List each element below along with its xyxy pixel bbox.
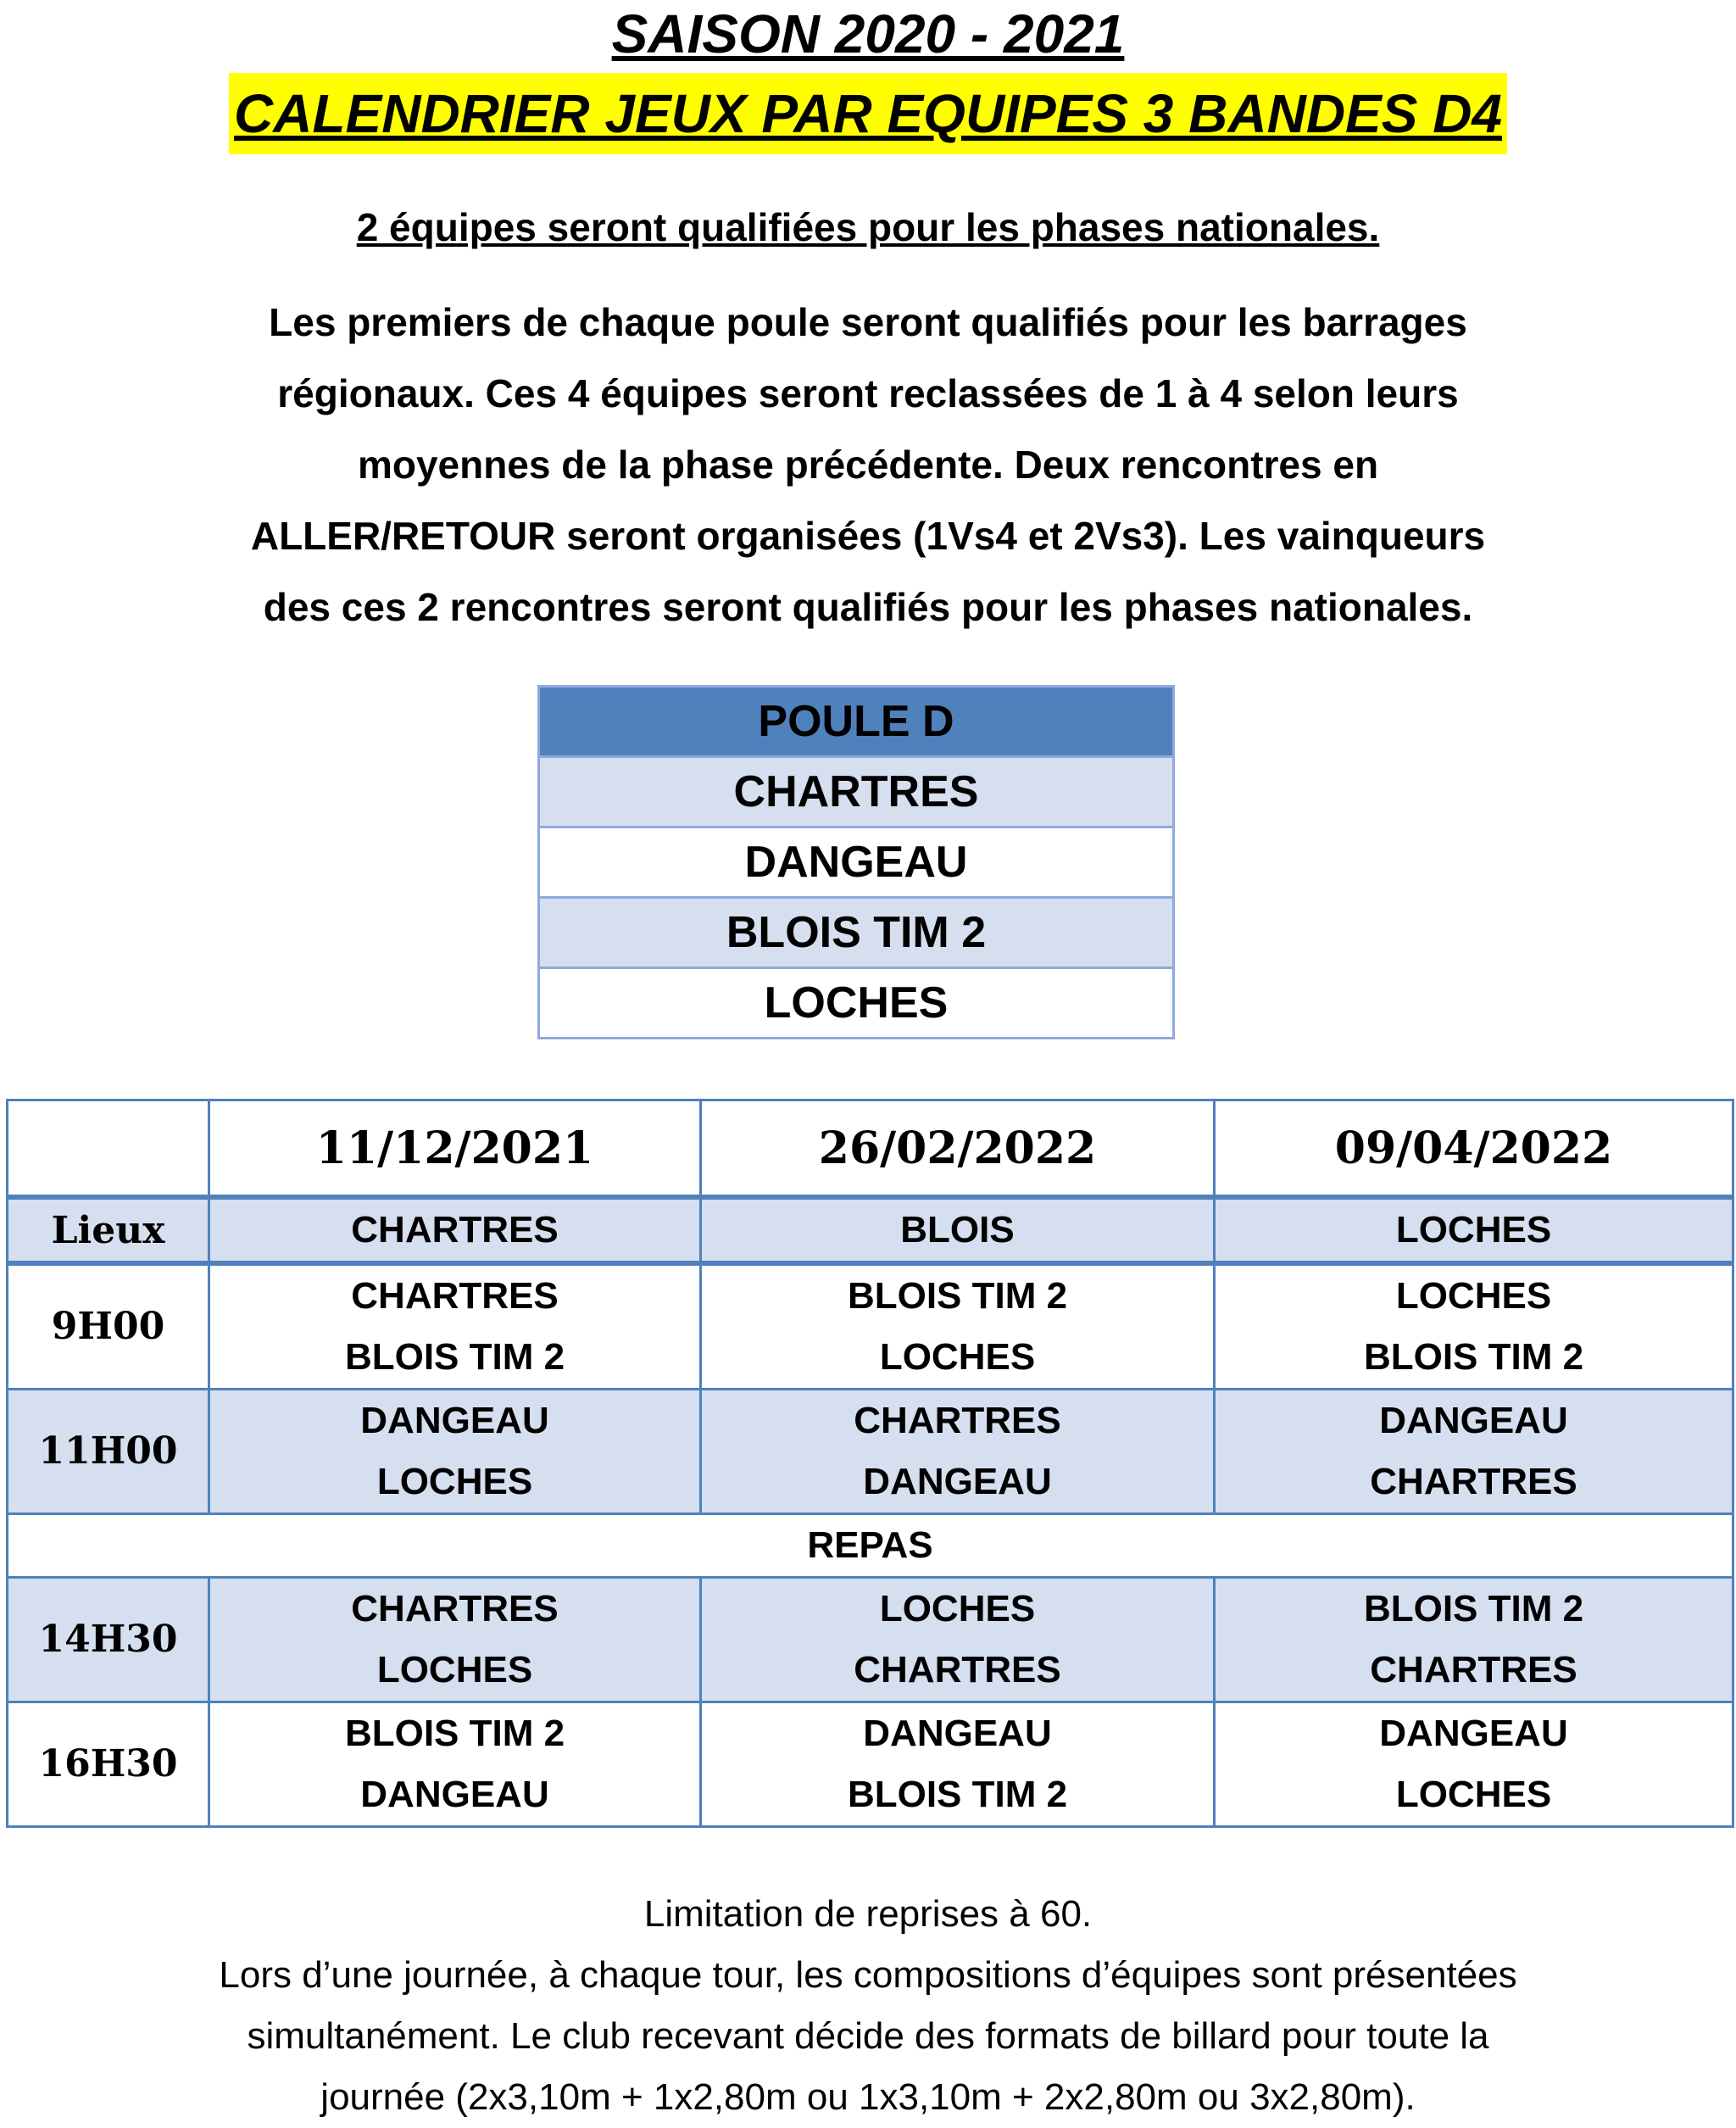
lieux-label: Lieux — [8, 1197, 209, 1263]
rules-paragraph — [0, 287, 1736, 643]
match-cell — [701, 1702, 1215, 1827]
poule-header-row — [539, 687, 1174, 757]
qualification-note: 2 équipes seront qualifiées pour les phases nationales. — [356, 205, 1380, 249]
match-cell — [1215, 1578, 1733, 1702]
schedule-table — [6, 1099, 1734, 1828]
footer-line: journée (2x3,10m + 1x2,80m ou 1x3,10m + 2x2,80m ou 3x2,80m). — [320, 2076, 1416, 2118]
match-cell — [209, 1263, 701, 1390]
schedule-date: 26/02/2022 — [701, 1100, 1215, 1198]
schedule-slot-row — [8, 1263, 1733, 1390]
match-team: CHARTRES — [351, 1275, 559, 1317]
lieu-cell: LOCHES — [1215, 1197, 1733, 1263]
calendar-title-wrapper — [0, 73, 1736, 154]
match-team: LOCHES — [1395, 1275, 1552, 1317]
rules-line: régionaux. Ces 4 équipes seront reclassées de 1 à 4 selon leurs — [277, 371, 1459, 415]
poule-title: POULE D — [539, 687, 1174, 757]
footer-line: simultanément. Le club recevant décide des formats de billard pour toute la — [247, 2015, 1489, 2057]
season-title: SAISON 2020 - 2021 — [611, 3, 1125, 64]
match-cell — [209, 1702, 701, 1827]
match-team: CHARTRES — [351, 1588, 559, 1629]
schedule-repas-row — [8, 1514, 1733, 1578]
schedule-date: 09/04/2022 — [1215, 1100, 1733, 1198]
schedule-lieux-row — [8, 1197, 1733, 1263]
match-team: CHARTRES — [854, 1649, 1061, 1691]
match-team: LOCHES — [879, 1588, 1036, 1629]
match-cell — [209, 1390, 701, 1514]
lieu-cell: CHARTRES — [209, 1197, 701, 1263]
match-team: CHARTRES — [854, 1400, 1061, 1441]
match-cell — [1215, 1263, 1733, 1390]
match-cell — [701, 1390, 1215, 1514]
rules-line: des ces 2 rencontres seront qualifiés pour les phases nationales. — [263, 585, 1473, 629]
match-cell — [209, 1578, 701, 1702]
match-team: BLOIS TIM 2 — [344, 1336, 565, 1378]
match-team: CHARTRES — [1370, 1649, 1577, 1691]
match-team: DANGEAU — [1379, 1713, 1568, 1754]
schedule-corner-cell — [8, 1100, 209, 1198]
poule-table — [537, 685, 1175, 1039]
footer-line: Lors d’une journée, à chaque tour, les compositions d’équipes sont présentées — [219, 1954, 1517, 1996]
match-team: DANGEAU — [360, 1774, 549, 1815]
footer-line: Limitation de reprises à 60. — [643, 1893, 1093, 1935]
match-cell — [1215, 1702, 1733, 1827]
match-cell — [1215, 1390, 1733, 1514]
match-team: LOCHES — [376, 1461, 533, 1502]
schedule-slot-row — [8, 1702, 1733, 1827]
poule-team-row — [539, 827, 1174, 898]
poule-team-row — [539, 898, 1174, 968]
slot-time: 14H30 — [8, 1578, 209, 1702]
slot-time: 11H00 — [8, 1390, 209, 1514]
poule-team: CHARTRES — [539, 757, 1174, 827]
slot-time: 9H00 — [8, 1263, 209, 1390]
slot-time: 16H30 — [8, 1702, 209, 1827]
schedule-date-row — [8, 1100, 1733, 1198]
match-team: DANGEAU — [360, 1400, 549, 1441]
poule-team: LOCHES — [539, 968, 1174, 1039]
rules-line: Les premiers de chaque poule seront qualifiés pour les barrages — [269, 300, 1467, 344]
rules-line: moyennes de la phase précédente. Deux rencontres en — [357, 443, 1379, 487]
match-team: BLOIS TIM 2 — [847, 1774, 1068, 1815]
schedule-date: 11/12/2021 — [209, 1100, 701, 1198]
match-team: CHARTRES — [1370, 1461, 1577, 1502]
poule-team-row — [539, 968, 1174, 1039]
footer-notes — [0, 1884, 1736, 2128]
match-team: DANGEAU — [1379, 1400, 1568, 1441]
lieu-cell: BLOIS — [701, 1197, 1215, 1263]
calendar-title: CALENDRIER JEUX PAR EQUIPES 3 BANDES D4 — [229, 73, 1507, 154]
rules-line: ALLER/RETOUR seront organisées (1Vs4 et 2Vs3). Les vainqueurs — [250, 514, 1486, 558]
match-team: DANGEAU — [863, 1713, 1052, 1754]
poule-team-row — [539, 757, 1174, 827]
match-team: BLOIS TIM 2 — [1363, 1588, 1584, 1629]
poule-team: BLOIS TIM 2 — [539, 898, 1174, 968]
match-team: LOCHES — [879, 1336, 1036, 1378]
match-team: DANGEAU — [863, 1461, 1052, 1502]
match-team: LOCHES — [1395, 1774, 1552, 1815]
match-team: BLOIS TIM 2 — [847, 1275, 1068, 1317]
schedule-slot-row — [8, 1390, 1733, 1514]
match-team: BLOIS TIM 2 — [1363, 1336, 1584, 1378]
poule-team: DANGEAU — [539, 827, 1174, 898]
match-team: LOCHES — [376, 1649, 533, 1691]
match-cell — [701, 1578, 1215, 1702]
match-team: BLOIS TIM 2 — [344, 1713, 565, 1754]
match-cell — [701, 1263, 1215, 1390]
repas-cell: REPAS — [8, 1514, 1733, 1578]
schedule-slot-row — [8, 1578, 1733, 1702]
